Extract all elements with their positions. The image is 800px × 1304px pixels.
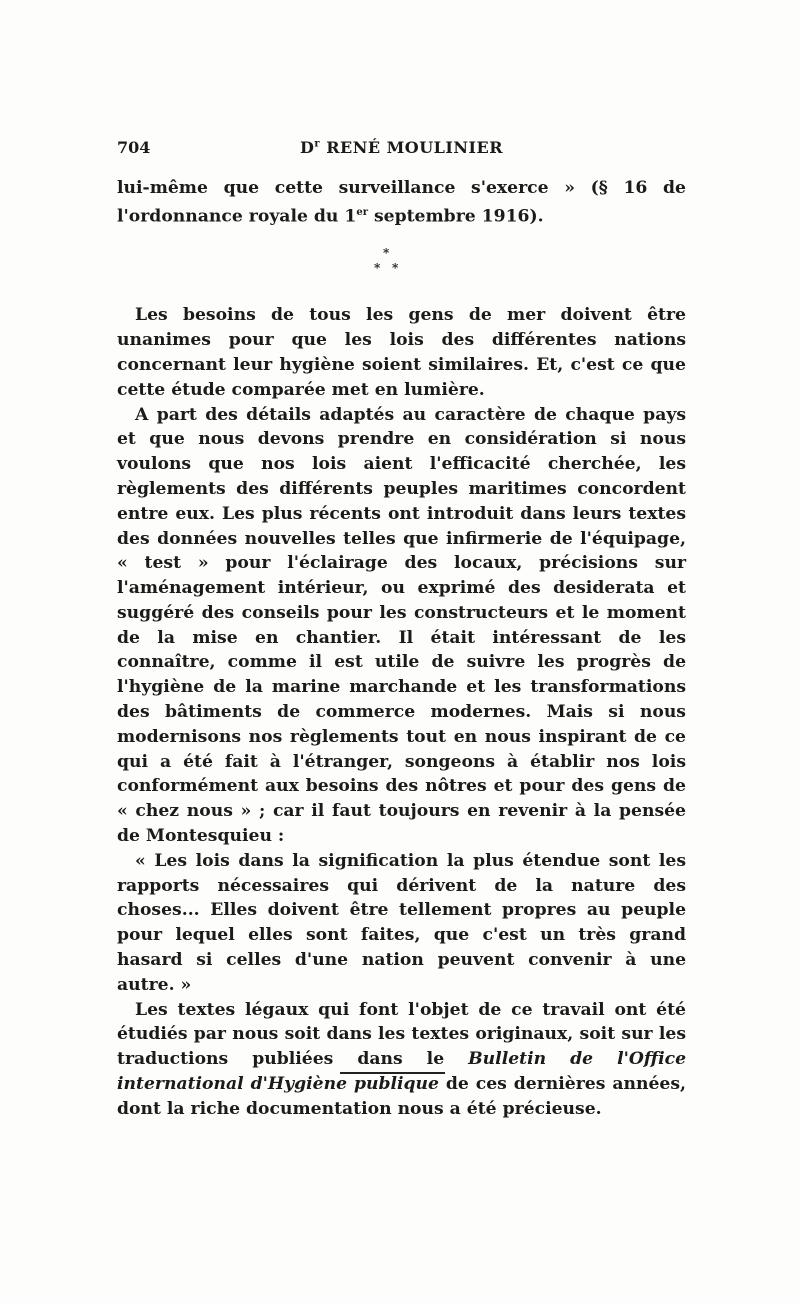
- textes-legaux-part-2: de ces dernières années, dont la riche documentation nous a été précieuse.: [117, 1074, 686, 1119]
- author-title-sup: r: [314, 138, 321, 150]
- page-header: [117, 138, 686, 162]
- paragraph-details: A part des détails adaptés au caractère de chaque pays et que nous devons prendre en considération si nous voulons que nos lois aient l'efficacité cherchée, les règlements des différents peuples maritimes concordent entre eux. Les plus récents ont introduit dans leurs textes des données nouvelles telles que infirmerie de l'équipage, « test » pour l'éclairage des locaux, précisions sur l'aménagement intérieur, ou exprimé des desiderata et suggéré des conseils pour les constructeurs et le moment de la mise en chantier. Il était intéressant de les connaître, comme il est utile de suivre les progrès de l'hygiène de la marine marchande et les transformations des bâtiments de commerce modernes. Mais si nous modernisons nos règlements tout en nous inspirant de ce qui a été fait à l'étranger, songeons à établir nos lois conformément aux besoins des nôtres et pour des gens de « chez nous » ; car il faut toujours en revenir à la pensée de Montesquieu :: [117, 404, 686, 847]
- textes-legaux-part-1: Les textes légaux qui font l'objet de ce travail ont été étudiés par nous soit dans les textes originaux, soit sur les traductions publiées dans le: [117, 999, 686, 1070]
- running-head-author: [117, 138, 686, 157]
- bulletin-title: Bulletin de l'Office international d'Hygiène publique: [117, 1049, 686, 1095]
- body-text: [117, 176, 686, 1122]
- continuation-sup: er: [356, 206, 368, 218]
- continuation-text-1: lui-même que cette surveillance s'exerce » (§ 16 de l'ordonnance royale du 1: [117, 178, 686, 227]
- author-name: RENÉ MOULINIER: [320, 138, 504, 157]
- end-rule-divider: [340, 1072, 445, 1074]
- continuation-text-2: septembre 1916).: [368, 206, 544, 227]
- paragraph-montesquieu-quote: « Les lois dans la signification la plus étendue sont les rapports nécessaires qui dérivent de la nature des choses... Elles doivent être tellement propres au peuple pour lequel elles sont faites, que c'est un très grand hasard si celles d'une nation peuvent convenir à une autre. »: [117, 850, 686, 995]
- asterism-separator: [117, 229, 686, 303]
- asterism-star-right: *: [392, 261, 399, 276]
- paragraph-besoins: Les besoins de tous les gens de mer doivent être unanimes pour que les lois des différentes nations concernant leur hygiène soient similaires. Et, c'est ce que cette étude comparée met en lumière.: [117, 305, 686, 400]
- continuation-paragraph: [117, 176, 686, 229]
- page-number: 704: [117, 138, 151, 157]
- asterism-star-left: *: [374, 261, 381, 276]
- author-prefix: D: [299, 138, 315, 157]
- paragraph-textes-legaux: [117, 998, 686, 1122]
- asterism-star-top: *: [383, 246, 390, 261]
